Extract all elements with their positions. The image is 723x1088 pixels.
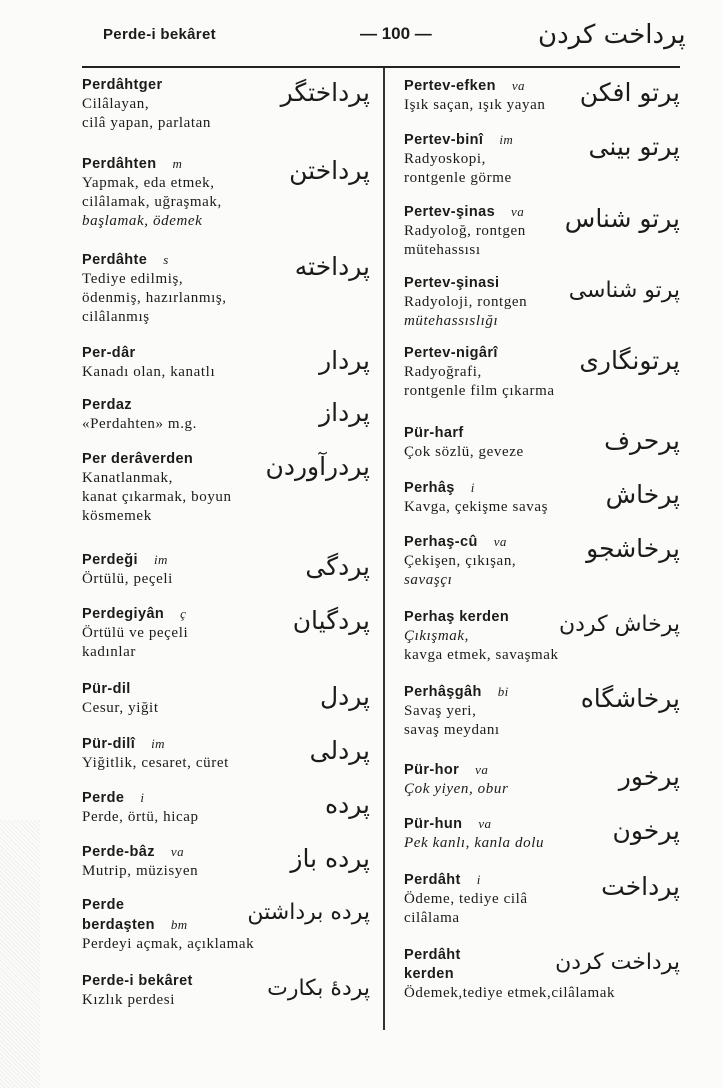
dictionary-entry [82,76,370,133]
entry-definition-line: Kanadı olan, kanatlı [82,364,216,380]
header-rule [82,66,680,68]
headword-text: Pür-dil [82,681,131,697]
dictionary-entry [82,250,370,327]
part-of-speech: va [170,844,184,859]
entry-definition-line: Kızlık perdesi [82,992,175,1008]
entry-definition-line: başlamak, ödemek [82,213,203,229]
part-of-speech: m [172,156,183,171]
column-divider [383,68,385,1030]
entry-definition-line: Savaş yeri, [404,703,477,719]
headword-text: Pertev-binî [404,132,484,148]
headword-text: Perdeği [82,552,138,568]
part-of-speech: ç [180,606,187,621]
dictionary-entry [404,274,680,331]
page-header [0,22,723,62]
dictionary-entry [404,814,680,853]
entry-definition-line: Pek kanlı, kanla dolu [404,835,545,851]
entry-definition-line: «Perdahten» m.g. [82,416,197,432]
entry-definition-line: Çok sözlü, geveze [404,444,524,460]
entry-arabic-script: پرخاشگاه [580,684,680,713]
entry-arabic-script: پرتو افكن [579,78,680,107]
headword-text: Per derâverden [82,451,194,467]
page-number: — 100 — [360,24,432,43]
entry-arabic-script: پرداخته [294,252,370,281]
dictionary-entry [404,760,680,799]
part-of-speech: va [475,762,489,777]
entry-definition-line: mütehassıslığı [404,313,499,329]
headword-text: Pür-dilî [82,736,136,752]
headword-text: Perdâhtger [82,77,163,93]
entry-definition-line: Yiğitlik, cesaret, cüret [82,755,229,771]
headword-text: Perhâşgâh [404,684,482,700]
headword-text: Perdâhte [82,252,148,268]
part-of-speech: im [154,552,168,567]
entry-definition-line: Kavga, çekişme savaş [404,499,549,515]
entry-arabic-script: پرخاش كردن [559,612,680,637]
entry-definition-line: rontgenle film çıkarma [404,383,555,399]
entry-arabic-script: پرتو شناس [564,204,680,233]
headword-text: Pertev-şinas [404,204,496,220]
headword-text: Pertev-efken [404,78,496,94]
dictionary-entry [82,734,370,773]
headword-text: Perdâht [404,947,461,963]
dictionary-entry [82,450,370,526]
dictionary-entry [82,604,370,662]
headword-text: Perdâht [404,872,461,888]
dictionary-entry [82,550,370,589]
entry-definition-line: Mutrip, müzisyen [82,863,199,879]
entry-definition-line: rontgenle görme [404,170,512,186]
headword-text: kerden [404,966,454,982]
entry-arabic-script: پردگیان [292,606,370,635]
dictionary-entry [404,76,680,115]
entry-definition-line: Çıkışmak, [404,628,469,644]
part-of-speech: bm [170,917,188,932]
dictionary-entry [404,130,680,188]
entry-arabic-script: پرده برداشتن [247,900,370,925]
entry-definition-line: Perde, örtü, hicap [82,809,199,825]
running-head: Perde-i bekâret [103,26,216,43]
dictionary-entry [82,788,370,827]
entry-definition-line: cilâlanmış [82,309,150,325]
part-of-speech: im [151,736,165,751]
entry-definition-line: Cesur, yiğit [82,700,159,716]
headword-text: Perde-i bekâret [82,973,193,989]
headword-text: Perhaş-cû [404,534,478,550]
entry-definition-line: kadınlar [82,644,136,660]
entry-definition-line: kanat çıkarmak, boyun [82,489,232,505]
entry-definition-line: Perdeyi açmak, açıklamak [82,936,255,952]
part-of-speech: va [493,534,507,549]
entry-definition-line: Örtülü, peçeli [82,571,173,587]
dictionary-entry [82,896,370,954]
entry-arabic-script: پرده باز [290,844,370,873]
dictionary-entry [82,680,370,718]
part-of-speech: i [470,480,475,495]
entry-definition-line: Kanatlanmak, [82,470,173,486]
dictionary-entry [404,344,680,401]
entry-definition-line: Ödemek,tediye etmek,cilâlamak [404,985,616,1001]
entry-definition-line: Radyoloji, rontgen [404,294,528,310]
headword-text: Perde [82,897,125,913]
dictionary-entry [82,344,370,382]
headword-text: Perdegiyân [82,606,165,622]
entry-arabic-script: پرتو بینی [588,132,680,161]
entry-definition-line: Radyoskopi, [404,151,487,167]
entry-definition-line: cilâ yapan, parlatan [82,115,212,131]
headword-text: Perde-bâz [82,844,155,860]
entry-arabic-script: پرداختن [289,156,370,185]
headword-text: Per-dâr [82,345,136,361]
entry-definition-line: Radyoloğ, rontgen [404,223,526,239]
entry-arabic-script: پرخاش [605,480,680,509]
entry-arabic-script: پردرآوردن [265,452,370,481]
paper-edge [0,820,40,1088]
entry-definition-line: cilâlamak, uğraşmak, [82,194,222,210]
dictionary-entry [82,842,370,881]
entry-arabic-script: پرداخت كردن [555,950,680,975]
dictionary-entry [404,532,680,590]
headword-text: Pür-hun [404,816,463,832]
entry-definition-line: Radyoğrafi, [404,364,482,380]
entry-definition-line: kavga etmek, savaşmak [404,647,559,663]
entry-definition-line: savaşçı [404,572,453,588]
entry-definition-line: Tediye edilmiş, [82,271,184,287]
entry-arabic-script: پرخون [612,816,680,845]
entry-arabic-script: پردلی [309,736,370,765]
headword-text: Pertev-şinasi [404,275,500,291]
headword-text: Pertev-nigârî [404,345,498,361]
dictionary-entry [404,424,680,462]
entry-arabic-script: پرخور [618,762,680,791]
entry-definition-line: Işık saçan, ışık yayan [404,97,546,113]
dictionary-entry [82,154,370,231]
entry-arabic-script: پرداخت [601,872,680,901]
entry-definition-line: Çekişen, çıkışan, [404,553,517,569]
entry-definition-line: cilâlama [404,910,460,926]
headword-text: Perdaz [82,397,132,413]
headword-text: berdaşten [82,917,155,933]
headword-text: Pür-harf [404,425,464,441]
part-of-speech: va [511,78,525,93]
entry-definition-line: kösmemek [82,508,152,524]
entry-arabic-script: پرداختگر [280,78,370,107]
part-of-speech: s [163,252,169,267]
part-of-speech: i [140,790,145,805]
dictionary-entry [82,396,370,434]
part-of-speech: va [511,204,525,219]
entry-arabic-script: پرتو شناسی [568,278,680,303]
entry-definition-line: Ödeme, tediye cilâ [404,891,528,907]
part-of-speech: va [478,816,492,831]
entry-arabic-script: پردۀ بكارت [267,976,370,1001]
entry-arabic-script: پرده [325,790,370,819]
entry-definition-line: Yapmak, eda etmek, [82,175,215,191]
entry-arabic-script: پردگی [305,552,370,581]
headword-text: Perhaş kerden [404,609,510,625]
entry-definition-line: Cilâlayan, [82,96,150,112]
entry-definition-line: ödenmiş, hazırlanmış, [82,290,227,306]
headword-text: Perdâhten [82,156,157,172]
headword-text: Pür-hor [404,762,460,778]
dictionary-entry [404,608,680,665]
entry-definition-line: mütehassısı [404,242,481,258]
entry-arabic-script: پرخاشجو [586,534,680,563]
entry-arabic-script: پرحرف [604,426,680,455]
dictionary-entry [404,478,680,517]
part-of-speech: i [476,872,481,887]
dictionary-entry [82,972,370,1010]
entry-definition-line: Çok yiyen, obur [404,781,509,797]
entry-arabic-script: پرداز [319,398,370,427]
part-of-speech: im [499,132,514,147]
entry-definition-line: Örtülü ve peçeli [82,625,189,641]
dictionary-entry [404,202,680,260]
entry-arabic-script: پردار [319,346,370,375]
headword-text: Perhâş [404,480,455,496]
entry-definition-line: savaş meydanı [404,722,500,738]
part-of-speech: bi [497,684,509,699]
entry-arabic-script: پردل [319,682,370,711]
dictionary-entry [404,946,680,1003]
headword-text: Perde [82,790,125,806]
dictionary-entry [404,682,680,740]
dictionary-entry [404,870,680,928]
running-head-arabic: پرداخت كردن [538,20,686,50]
entry-arabic-script: پرتونگاری [579,346,680,375]
